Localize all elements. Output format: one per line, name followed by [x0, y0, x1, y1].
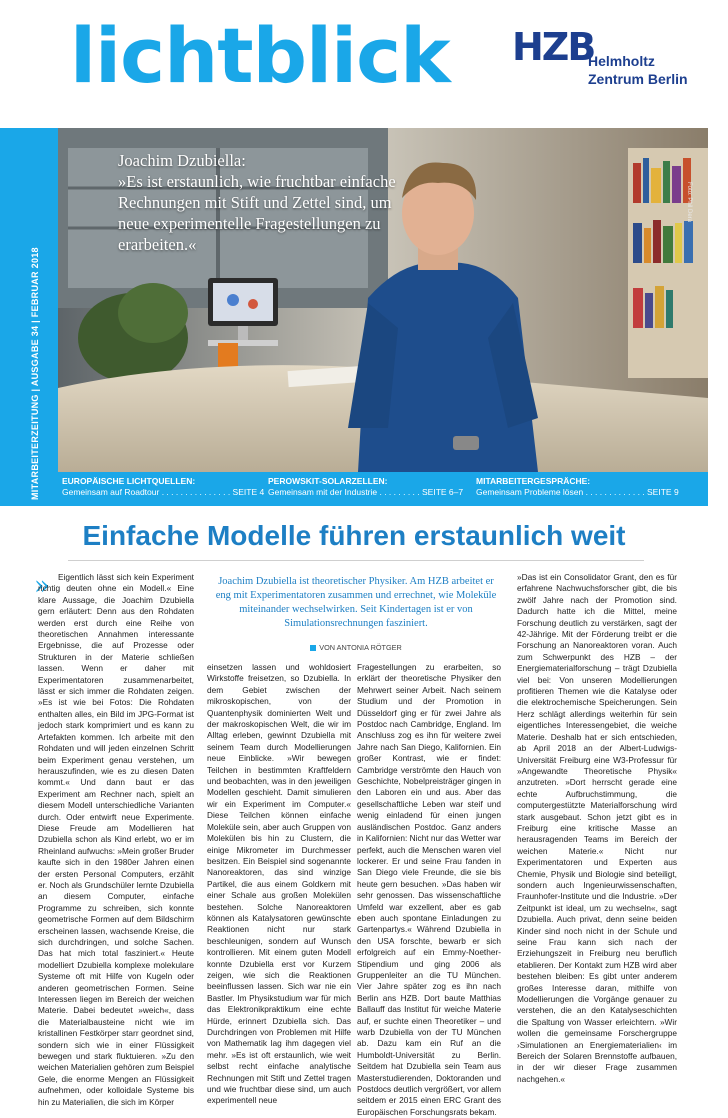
teaser-title: MITARBEITERGESPRÄCHE: — [476, 476, 591, 486]
teaser-lichtquellen[interactable] — [62, 476, 265, 498]
issue-side-strip — [0, 128, 58, 506]
masthead — [0, 0, 708, 128]
hzb-logo-name — [588, 52, 728, 88]
teaser-subtitle: Gemeinsam auf Roadtour . . . . . . . . . . . . . . . SEITE 4 — [62, 487, 265, 497]
quote-mark-icon: » — [34, 571, 50, 601]
headline-divider — [68, 560, 644, 561]
article-column-1 — [38, 572, 194, 1107]
teaser-mitarbeitergespraeche[interactable] — [476, 476, 696, 498]
article-column-2 — [207, 662, 351, 1106]
column-text: »Das ist ein Consolidator Grant, den es für erfahrene Nachwuchsforscher gibt, die bis zwölf Jahre nach der Promotion sind. Dadurch hatte ich die Mittel, meine Forschung deutlich zu verstärken, sagt der 42-Jährige. Mit der Förderung treibt er die Forschung an Nanoreaktoren voran. Auch zum Schwerpunkt des HZB – der Energiematerialforschung – trägt Dzubiella viel bei: Von unseren Modellierungen profitieren Themen wie die Katalyse oder die elektrochemische Speicherungen. Sein Herz schlägt allerdings weiterhin für sein eigentliches Interessengebiet, die weiche Materie. Deshalb hat er sich entschieden, ab April 2018 an der Albert-Ludwigs-Universität Freiburg eine W3-Professur für »Angewandte Theoretische Physik« anzutreten. »Dort herrscht gerade eine echte Aufbruchstimmung, die computergestützte Materialforschung wird stark ausgebaut. Schon jetzt gibt es in Freiburg eine kritische Masse an herausragenden Teams im Bereich der weichen Materie.« Nicht nur Experimentatoren und Experten aus Chemie, Physik und Biologie sind beteiligt, sondern auch Ingenieurwissenschaften, Fraunhofer-Institute und die Industrie. »Der Zeitpunkt ist ideal, um zu wechseln«, sagt Dzubiella. Auch privat, denn seine beiden Kinder sind noch nicht in der Schule und seine Frau kann sich nach der Erziehungszeit in Freiburg neu beruflich etablieren. Der Kontakt zum HZB wird aber bestehen bleiben: Es gibt unter anderem großes Interesse daran, mithilfe von Modellierungen die Vorgänge genauer zu verstehen, die an den Katalyseschichten die Spaltung von Wasser erleichtern. »Wir wollen die gemeinsame Forschergruppe ›Simulationen an Energiematerialien‹ im Bereich der Solaren Brennstoffe aufbauen, in der wir dieser Frage zusammen nachgehen.« — [517, 572, 677, 1084]
article-column-4 — [517, 572, 677, 1084]
article-author: VON ANTONIA RÖTGER — [210, 643, 502, 652]
publication-title: lichtblick — [70, 11, 450, 100]
quote-speaker: Joachim Dzubiella: — [118, 151, 246, 170]
article-lead: Joachim Dzubiella ist theoretischer Physiker. Am HZB arbeitet er eng mit Experimentatoren zusammen und errechnet, wie Moleküle miteinander wechselwirken. Seit Kindertagen ist er von Simulationsrechnungen fasziniert. — [215, 576, 497, 629]
column-text: einsetzen lassen und wohldosiert Wirkstoffe freisetzen, so Dzubiella. In dem Gebiet zwischen der mikroskopischen, von der Quantenphysik dominierten Welt und der makroskopischen Welt, die wir im Alltag erleben, gewinnt Dzubiella mit seinem Team durch Modellierungen neue Einblicke. »Wir bewegen Teilchen in bestimmten Kraftfeldern und beobachten, was in den jeweiligen Modellen geschieht. Damit simulieren wir ein Experiment im Computer.« Diese Teilchen können einfache Moleküle sein, aber auch Gruppen von Molekülen bis hin zu Clustern, die einige Mikrometer im Durchmesser besitzen. Ein Beispiel sind sogenannte Nanoreaktoren, das sind winzige Partikel, die aus einem Goldkern mit einer Schale aus großen Molekülen bestehen. Solche Nanoreaktoren können als Katalysatoren gewünschte Reaktionen nicht nur stark beschleunigen, sondern auf Wunsch kontrollieren. Mit einem guten Modell konnte Dzubiella erst vor Kurzem zeigen, wie sich die Reaktionen beeinflussen lassen. Sich war nie ein Bastler. Im Physikstudium war für mich das Elektronikpraktikum eine echte Hürde, erinnert Dzubiella sich. Das Durchdringen von Problemen mit Hilfe von Mathematik lag ihm dagegen viel mehr. »Es ist oft erstaunlich, wie weit selbst recht einfache analytische Rechnungen mit Stift und Zettel tragen und wie fruchtbar diese sind, um auch experimentell neue — [207, 662, 351, 1106]
article-column-3 — [357, 662, 501, 1117]
hero-quote — [118, 150, 408, 255]
author-marker-icon — [310, 645, 316, 651]
teaser-subtitle: Gemeinsam mit der Industrie . . . . . . . . . SEITE 6–7 — [268, 487, 464, 497]
teaser-title: PEROWSKIT-SOLARZELLEN: — [268, 476, 388, 486]
hzb-logo-mark: HZB — [512, 25, 595, 69]
issue-info: MITARBEITERZEITUNG | AUSGABE 34 | FEBRUAR 2018 — [30, 247, 40, 500]
teaser-page: SEITE 9 — [647, 487, 679, 497]
teaser-title: EUROPÄISCHE LICHTQUELLEN: — [62, 476, 196, 486]
column-text: Fragestellungen zu erarbeiten, so erklärt der theoretische Physiker den Mehrwert seiner Arbeit. Nach seinem Studium und der Promotion in Düsseldorf ging er für zwei Jahre als Postdoc nach Cambridge, England. Im Anschluss zog es ihn für weitere zwei Jahre nach San Diego, Kalifornien. Ein großer Kontrast, wie er findet: Cambridge verströmte den Hauch von Geschichte, Nobelpreisträger gingen in den Laboren ein und aus. Aber das gesellschaftliche Leben war steif und wenig einladend für einen jungen ausländischen Postdoc. Ganz anders in Kalifornien: Nicht nur das Wetter war perfekt, auch die Menschen waren viel lockerer. Er und seine Frau fanden in San Diego viele Freunde, die sie bis heute gern besuchen. »Das haben wir sehr genossen. Das wissenschaftliche Umfeld war exzellent, aber es gab eben auch spontane Einladungen zu Gartenpartys.« Während Dzubiella in den USA forschte, bewarb er sich erfolgreich auf ein Emmy-Noether-Stipendium und ging 2006 als Gruppenleiter an die TU München. Vier Jahre später zog es ihn nach Berlin ans HZB. Dort baute Matthias Ballauff das Institut für weiche Materie auf, er suchte einen Theoretiker – und warb Dzubiella von der TU München ab. Dazu kam ein Ruf an die Humboldt-Universität zu Berlin. Seitdem hat Dzubiella sein Team aus Masterstudierenden, Doktoranden und Postdocs deutlich vergrößert, vor allem seitdem er 2015 einen ERC Grant des Europäischen Forschungsrats bekam. — [357, 662, 501, 1117]
hzb-logo-line2: Zentrum Berlin — [588, 71, 688, 87]
teaser-perowskit[interactable] — [268, 476, 468, 498]
quote-text: »Es ist erstaunlich, wie fruchtbar einfache Rechnungen mit Stift und Zettel sind, um neue experimentelle Fragestellungen zu erarbeiten.« — [118, 172, 396, 254]
article-headline: Einfache Modelle führen erstaunlich weit — [82, 520, 626, 551]
photo-credit: Foto: Phil Dera — [686, 182, 692, 223]
teaser-page: SEITE 6–7 — [422, 487, 464, 497]
hzb-logo-line1: Helmholtz — [588, 53, 655, 69]
teaser-subtitle: Gemeinsam Probleme lösen . . . . . . . . . . . . . SEITE 9 — [476, 487, 679, 497]
teaser-page: SEITE 4 — [232, 487, 265, 497]
teaser-bar — [58, 472, 708, 506]
hzb-logo — [512, 25, 688, 87]
column-text: Eigentlich lässt sich kein Experiment richtig deuten ohne ein Modell.« Eine klare Aussage, die Joachim Dzubiella gern erläutert: Denn aus den Rohdaten werden erst durch eine Reihe von theoretischen Annahmen interessante Ergebnisse, die auf Prozesse oder Strukturen in der Materie schließen lassen. Wenn er daher mit Experimentatoren zusammenarbeitet, lässt er sich immer die Rohdaten zeigen. »Es ist wie bei Fotos: Die Rohdaten enthalten alles, ein Bild im JPG-Format ist jedoch stark komprimiert und es kann zu Artefakten kommen. Ich arbeite mit den Rohdaten und will jeden einzelnen Schritt beim Experiment genau verstehen, um herauszufinden, wie es zu diesen Daten kommt.« Und dann baut er das Experiment am Rechner nach, spielt an diesem Modell unterschiedliche Varianten durch. Oder entwirft neue Experimente. Diese Freude am Modellieren hat Dzubiella schon als Kind erlebt, wo er im Rheinland aufwuchs: »Mein großer Bruder kaufte sich in den 1980er Jahren einen der ersten Personal Computers, erzählt er. Noch als Grundschüler lernte Dzubiella an diesem Computer, einfache Programme zu schreiben, sich konnte geometrische Formen auf dem Bildschirm erscheinen lassen, wachsende Kreise, die sich durchdringen, und solche Sachen. Das hat mich total fasziniert.« Heute modelliert Dzubiella komplexe molekulare Systeme oft mit Hilfe von Kugeln oder anderen geometrischen Formen. Seine Interessen liegen im Bereich der weichen Materie. Dabei bedeutet »weich«, dass die Materialbausteine nicht wie im kristallinen Festkörper starr geordnet sind, sondern sich wie in einer Flüssigkeit bewegen und stark fluktuieren. »Zu den weichen Materialien gehören zum Beispiel Gele, die enorme Mengen an Flüssigkeit aufnehmen, oder kolloidale Systeme bis hin zu Materialien, die sich im Körper — [38, 572, 194, 1107]
